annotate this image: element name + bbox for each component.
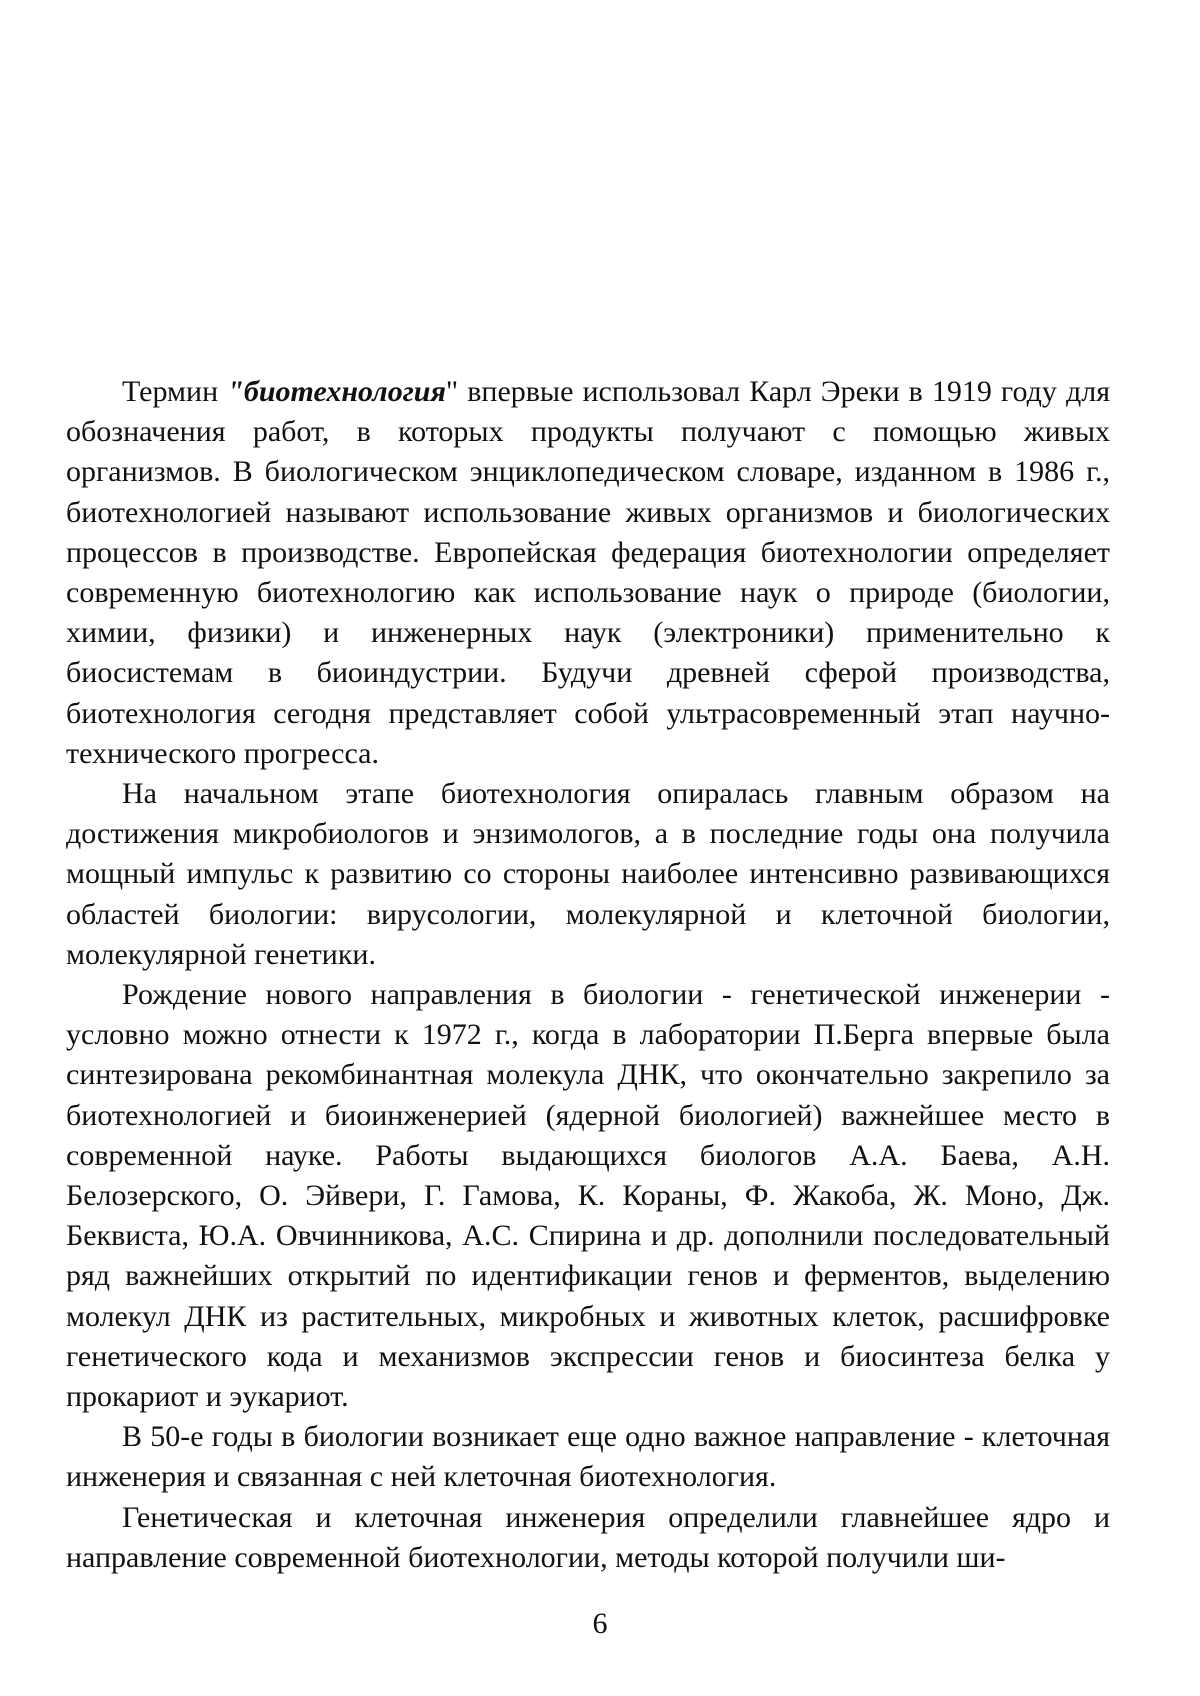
paragraph-1 [66,372,1110,774]
page-number: 6 [592,1607,608,1640]
paragraph-2: На начальном этапе биотехнология опиралась главным образом на достижения микробиологов и энзимологов, а в последние годы она получила мощный импульс к развитию со стороны наиболее интенсивно развивающихся областей биологии: вирусологии, молекулярной и клеточной биологии, молекулярной генетики. [66,777,1110,971]
term-biotechnology: "биотехнология [227,375,446,408]
paragraph-1-rest: " впервые использовал Карл Эреки в 1919 году для обозначения работ, в которых продукты получают с помощью живых организмов. В биологическом энциклопедическом словаре, изданном в 1986 г., биотехнологией называют использование живых организмов и биологических процессов в производстве. Европейская федерация биотехнологии определяет современную биотехнологию как использование наук о природе (биологии, химии, физики) и инженерных наук (электроники) применительно к биосистемам в биоиндустрии. Будучи древней сферой производства, биотехнология сегодня представляет собой ультрасовременный этап научно-технического прогресса. [66,375,1110,770]
paragraph-5: Генетическая и клеточная инженерия определили главнейшее ядро и направление современной биотехнологии, методы которой получили ши- [66,1500,1110,1574]
body-text [66,372,1110,1578]
paragraph-3: Рождение нового направления в биологии - генетической инженерии - условно можно отнести к 1972 г., когда в лаборатории П.Берга впервые была синтезирована рекомбинантная молекула ДНК, что окончательно закрепило за биотехнологией и биоинженерией (ядерной биологией) важнейшее место в современной науке. Работы выдающихся биологов А.А. Баева, А.Н. Белозерского, О. Эйвери, Г. Гамова, К. Кораны, Ф. Жакоба, Ж. Моно, Дж. Беквиста, Ю.А. Овчинникова, А.С. Спирина и др. дополнили последовательный ряд важнейших открытий по идентификации генов и ферментов, выделению молекул ДНК из растительных, микробных и животных клеток, расшифровке генетического кода и механизмов экспрессии генов и биосинтеза белка у прокариот и эукариот. [66,978,1110,1414]
paragraph-1-lead: Термин [122,375,228,408]
paragraph-4: В 50-е годы в биологии возникает еще одно важное направление - клеточная инженерия и связанная с ней клеточная биотехнология. [66,1420,1110,1494]
